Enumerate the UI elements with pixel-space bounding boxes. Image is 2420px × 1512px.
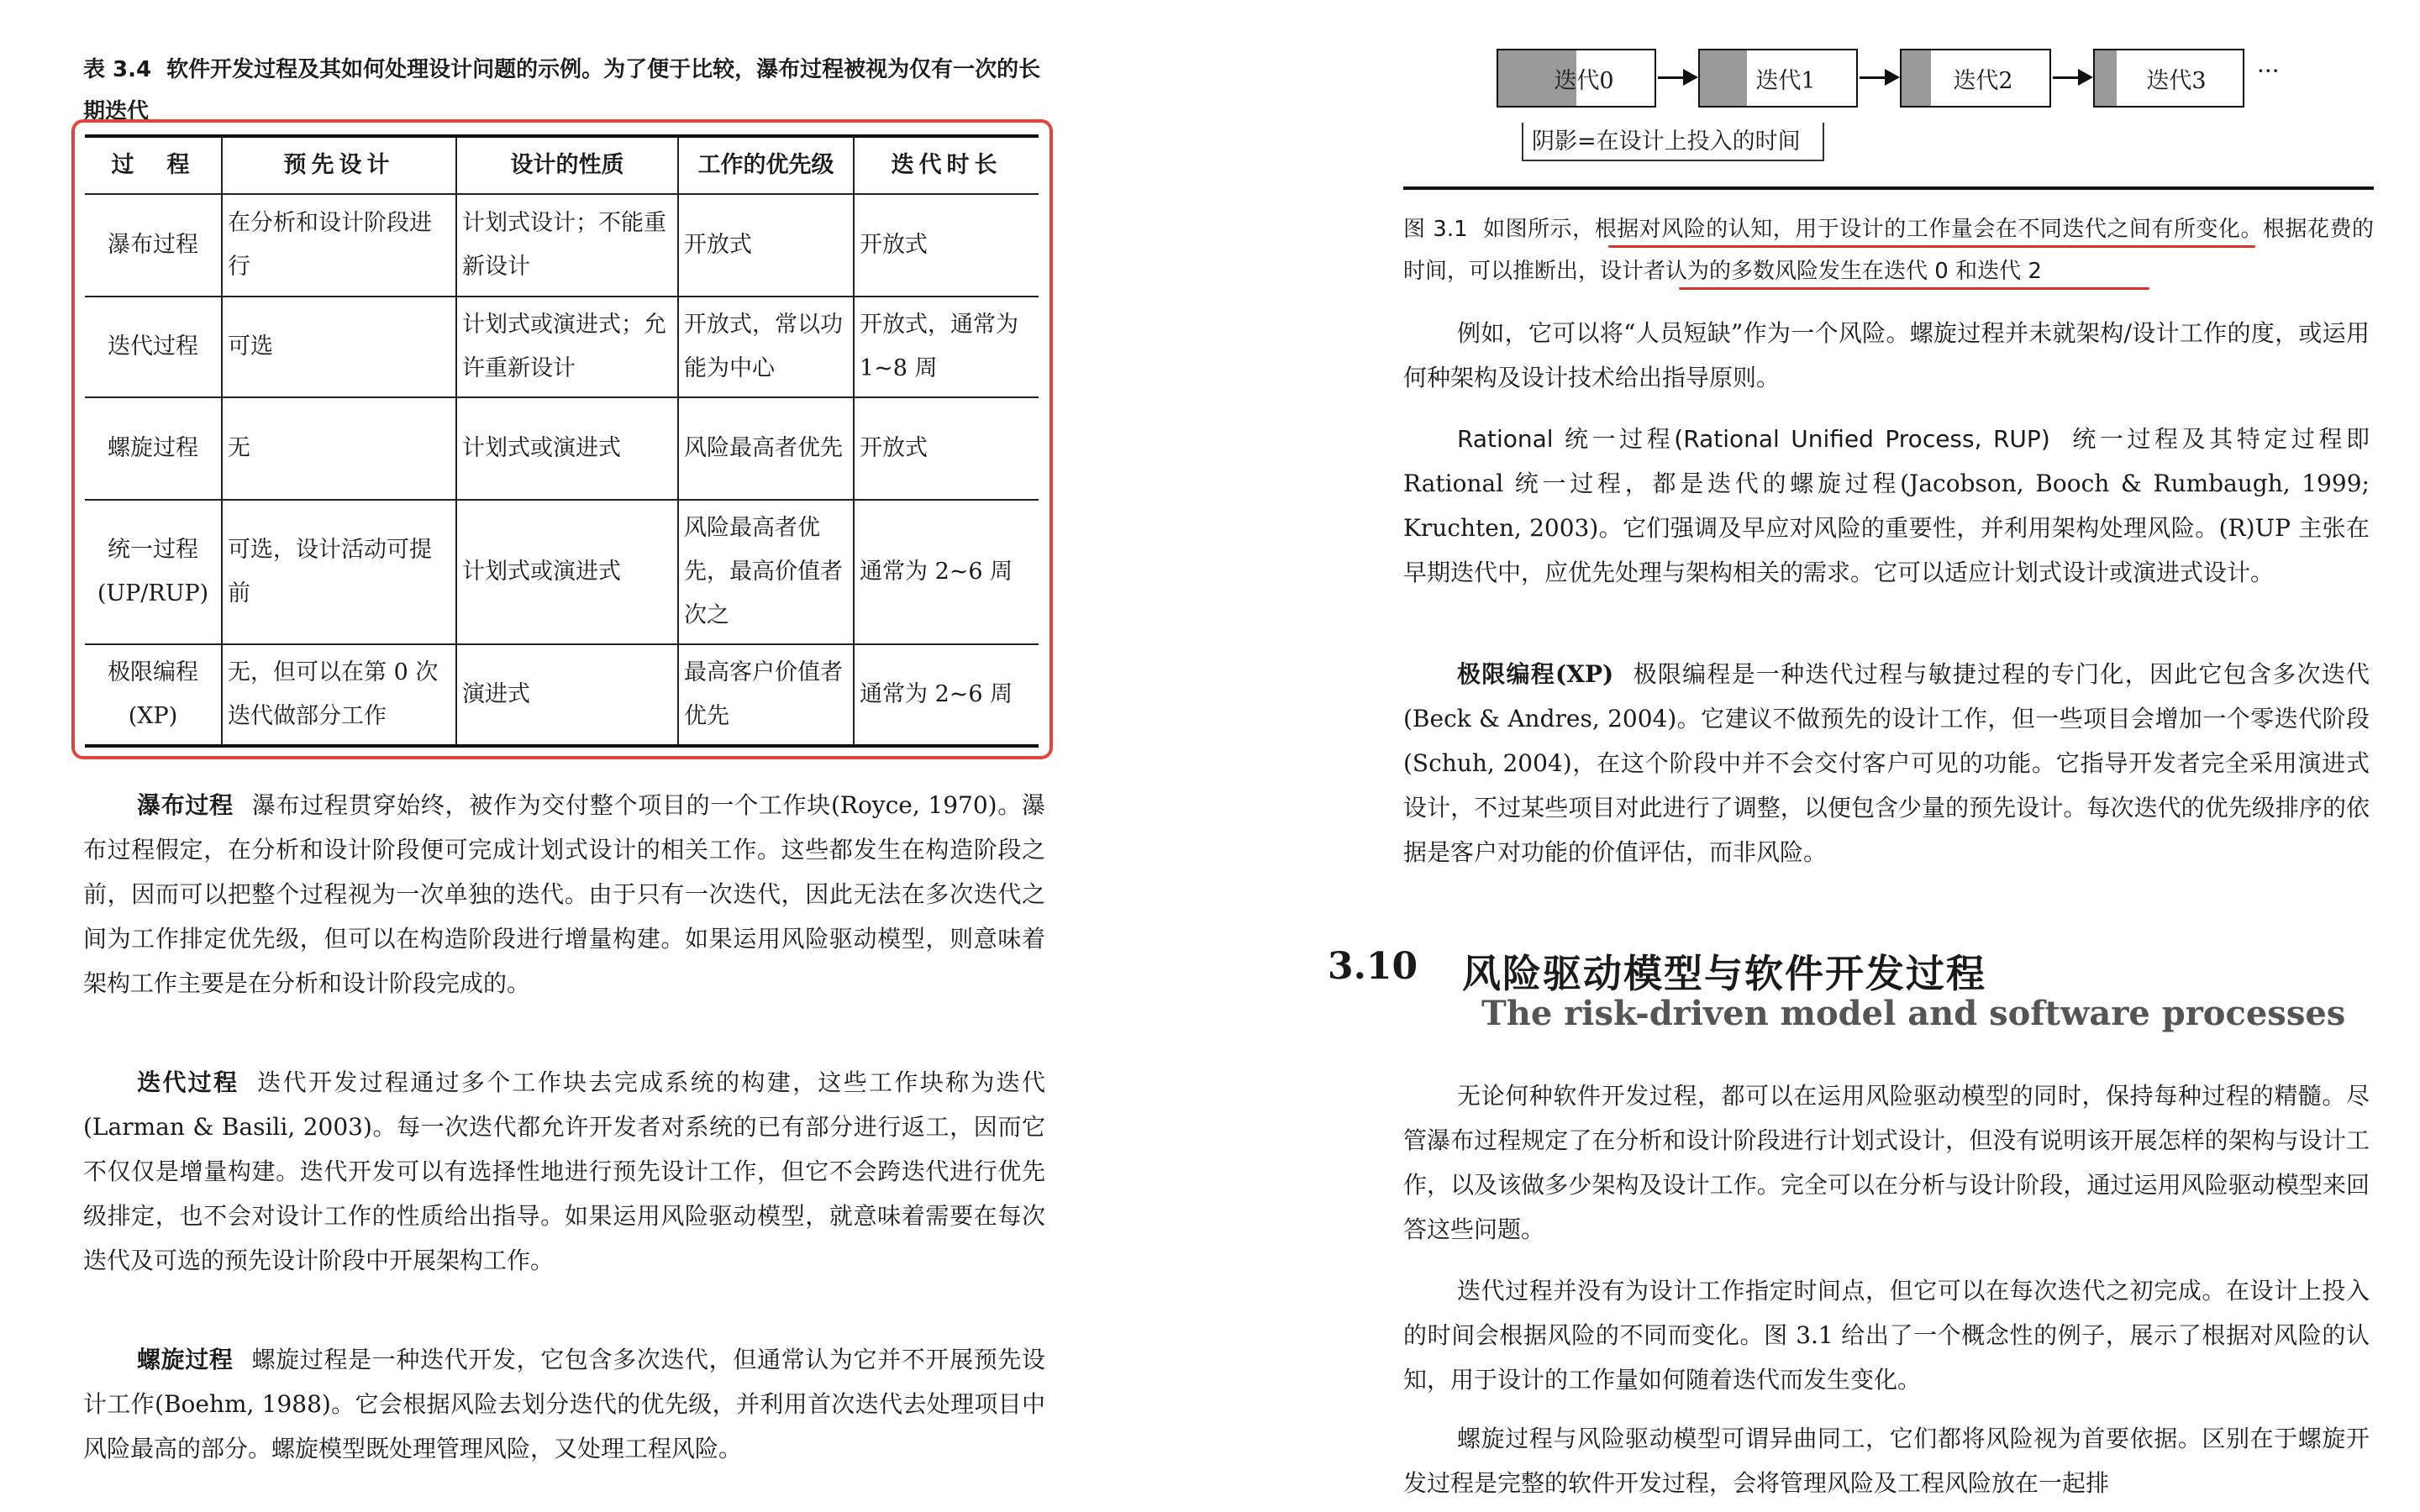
table-cell: 无 [222,397,456,500]
table-cell: 极限编程(XP) [85,644,222,746]
paragraph-lead: 迭代过程 [137,1068,239,1096]
example-paragraph: 例如，它可以将“人员短缺”作为一个风险。螺旋过程并未就架构/设计工作的度，或运用何种架构及设计技术给出指导原则。 [1403,319,2370,391]
table-cell: 计划式设计；不能重新设计 [456,194,678,297]
waterfall-paragraph [83,783,1045,1005]
design-time-shade [2095,50,2117,106]
shade-legend: 阴影=在设计上投入的时间 [1522,123,1824,161]
table-header: 迭代时长 [854,136,1039,194]
figure-caption-label: 图 3.1 [1403,217,1468,242]
iteration-figure [1497,49,2280,166]
section-title: 风险驱动模型与软件开发过程 [1462,951,1986,996]
risk-paragraph: 无论何种软件开发过程，都可以在运用风险驱动模型的同时，保持每种过程的精髓。尽管瀑布过程规定了在分析和设计阶段进行计划式设计，但没有说明该开展怎样的架构与设计工作，以及该做多少架构及设计工作。完全可以在分析与设计阶段，通过运用风险驱动模型来回答这些问题。 [1403,1082,2370,1243]
iteration-label: 迭代0 [1554,67,1614,94]
table-header: 工作的优先级 [678,136,854,194]
table-caption-label: 表 3.4 [83,57,152,82]
table-cell: 通常为 2~6 周 [854,500,1039,644]
iteration-label: 迭代2 [1953,67,2013,94]
figure-divider [1403,186,2374,190]
paragraph-text: 螺旋过程是一种迭代开发，它包含多次迭代，但通常认为它并不开展预先设计工作(Boehm, 1988)。它会根据风险去划分迭代的优先级，并利用首次迭代去处理项目中风险最高的部分。螺旋模型既处理管理风险，又处理工程风险。 [83,1346,1045,1462]
table-cell: 可选 [222,297,456,397]
table-header-row [85,136,1039,194]
iteration-box [1900,49,2051,108]
highlight-underline [1608,245,2255,248]
table-row [85,297,1039,397]
paragraph-text: 极限编程是一种迭代过程与敏捷过程的专门化，因此它包含多次迭代(Beck & Andres, 2004)。它建议不做预先的设计工作，但一些项目会增加一个零迭代阶段(Schuh, 2004)，在这个阶段中并不会交付客户可见的功能。它指导开发者完全采用演进式设计，不过某些项目对此进行了调整，以便包含少量的预先设计。每次迭代的优先级排序的依据是客户对功能的价值评估，而非风险。 [1403,660,2370,866]
iteration-box [2093,49,2244,108]
table-cell: 最高客户价值者优先 [678,644,854,746]
table-cell: 计划式或演进式；允许重新设计 [456,297,678,397]
table-cell: 风险最高者优先 [678,397,854,500]
table-cell: 迭代过程 [85,297,222,397]
paragraph-lead: 瀑布过程 [137,791,234,819]
table-caption-text: 软件开发过程及其如何处理设计问题的示例。为了便于比较，瀑布过程被视为仅有一次的长期迭代 [83,57,1041,124]
table-cell: 开放式，通常为 1~8 周 [854,297,1039,397]
table-cell: 开放式，常以功能为中心 [678,297,854,397]
paragraph-text: 统一过程及其特定过程即 Rational 统一过程，都是迭代的螺旋过程(Jacobson, Booch & Rumbaugh, 1999; Kruchten, 2003)。它们强调及早应对风险的重要性，并利用架构处理风险。(R)UP 主张在早期迭代中，应优先处理与架构相关的需求。它可以适应计划式设计或演进式设计。 [1403,425,2370,586]
risk-paragraph: 迭代过程并没有为设计工作指定时间点，但它可以在每次迭代之初完成。在设计上投入的时间会根据风险的不同而变化。图 3.1 给出了一个概念性的例子，展示了根据对风险的认知，用于设计的工作量如何随着迭代而发生变化。 [1403,1277,2370,1394]
table-header: 设计的性质 [456,136,678,194]
highlight-underline [1679,287,2149,290]
table-cell: 瀑布过程 [85,194,222,297]
arrow-icon [1658,76,1695,79]
iteration-box [1698,49,1858,108]
process-comparison-table [85,134,1039,748]
left-page [80,0,1046,1512]
arrow-icon [2053,76,2090,79]
iterative-paragraph [83,1060,1045,1283]
paragraph-text: 迭代开发过程通过多个工作块去完成系统的构建，这些工作块称为迭代(Larman & Basili, 2003)。每一次迭代都允许开发者对系统的已有部分进行返工，因而它不仅仅是增量构建。迭代开发可以有选择性地进行预先设计工作，但它不会跨迭代进行优先级排定，也不会对设计工作的性质给出指导。如果运用风险驱动模型，就意味着需要在每次迭代及可选的预先设计阶段中开展架构工作。 [83,1068,1045,1274]
right-page [1328,0,2374,1512]
paragraph-text: 瀑布过程贯穿始终，被作为交付整个项目的一个工作块(Royce, 1970)。瀑布过程假定，在分析和设计阶段便可完成计划式设计的相关工作。这些都发生在构造阶段之前，因而可以把整个过程视为一次单独的迭代。由于只有一次迭代，因此无法在多次迭代之间为工作排定优先级，但可以在构造阶段进行增量构建。如果运用风险驱动模型，则意味着架构工作主要是在分析和设计阶段完成的。 [83,791,1045,997]
table-cell: 无，但可以在第 0 次迭代做部分工作 [222,644,456,746]
table-cell: 计划式或演进式 [456,397,678,500]
xp-paragraph [1403,652,2370,874]
table-row [85,500,1039,644]
iteration-label: 迭代3 [2146,67,2207,94]
table-cell: 开放式 [854,194,1039,297]
design-time-shade [1902,50,1931,106]
table-cell: 计划式或演进式 [456,500,678,644]
rup-paragraph [1403,417,2370,595]
risk-paragraph: 螺旋过程与风险驱动模型可谓异曲同工，它们都将风险视为首要依据。区别在于螺旋开发过程是完整的软件开发过程，会将管理风险及工程风险放在一起排 [1403,1425,2370,1497]
iteration-label: 迭代1 [1755,67,1816,94]
table-cell: 开放式 [678,194,854,297]
figure-caption-text: 如图所示，根据对风险的认知，用于设计的工作量会在不同迭代之间有所变化。根据花费的时间，可以推断出，设计者认为的多数风险发生在迭代 0 和迭代 2 [1403,217,2374,284]
spiral-paragraph [83,1337,1045,1471]
table-cell: 可选，设计活动可提前 [222,500,456,644]
arrow-icon [1860,76,1897,79]
table-header: 过 程 [85,136,222,194]
paragraph-lead: 螺旋过程 [137,1346,234,1373]
paragraph-lead: 极限编程(XP) [1457,660,1614,688]
table-cell: 演进式 [456,644,678,746]
paragraph-lead: Rational 统一过程(Rational Unified Process, RUP) [1457,425,2050,453]
table-cell: 统一过程(UP/RUP) [85,500,222,644]
table-cell: 开放式 [854,397,1039,500]
iteration-ellipsis: ··· [2257,57,2280,85]
table-row [85,194,1039,297]
section-number: 3.10 [1328,945,1418,988]
table-cell: 风险最高者优先，最高价值者次之 [678,500,854,644]
table-cell: 螺旋过程 [85,397,222,500]
table-cell: 在分析和设计阶段进行 [222,194,456,297]
figure-caption [1403,208,2374,292]
table-cell: 通常为 2~6 周 [854,644,1039,746]
table-header: 预先设计 [222,136,456,194]
iteration-box [1497,49,1656,108]
table-row [85,397,1039,500]
table-row [85,644,1039,746]
section-subtitle: The risk-driven model and software processes [1481,994,2346,1033]
